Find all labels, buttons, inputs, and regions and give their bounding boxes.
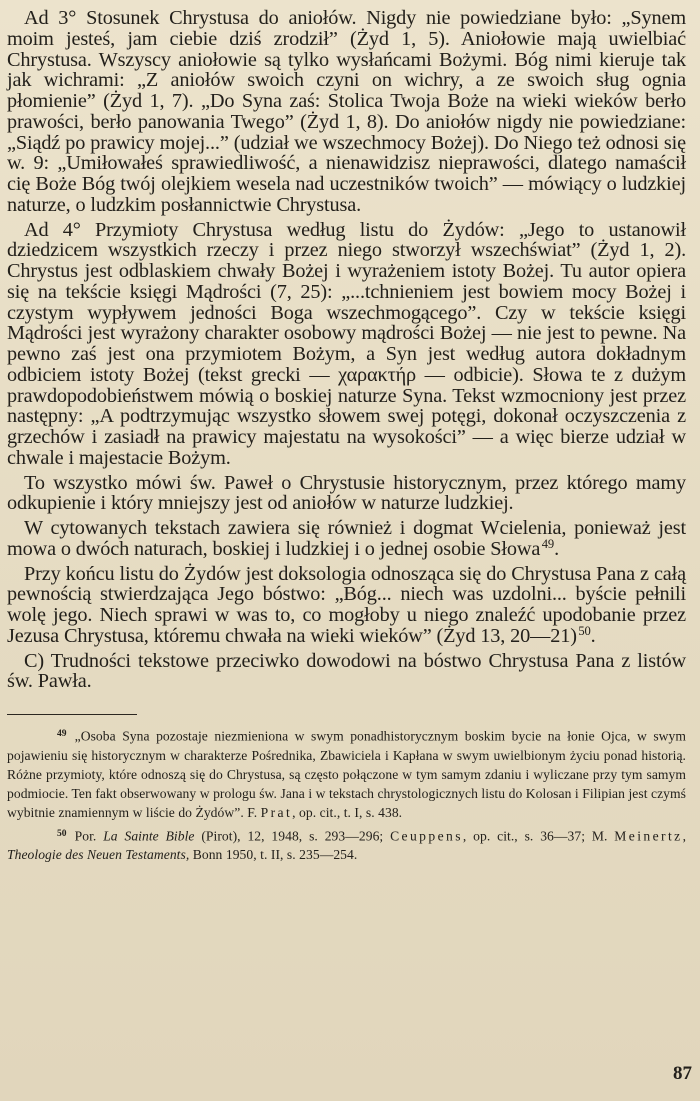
section-heading: C) Trudności tekstowe przeciwko dowodowi na bóstwo Chrystusa Pana z listów św. Pawła. (7, 649, 686, 693)
paragraph: To wszystko mówi św. Paweł o Chrystusie historycznym, przez którego mamy odkupienie i który mniejszy jest od aniołów w naturze ludzkiej. (7, 471, 686, 515)
footnote-tail: Bonn 1950, t. II, s. 235—254. (192, 847, 358, 863)
author-name: Prat (260, 805, 293, 821)
author-name: Meinertz (614, 828, 683, 844)
page-number: 87 (673, 1063, 692, 1084)
footnote-ref[interactable]: 50 (578, 623, 591, 638)
footnote-text: (Pirot), 12, 1948, s. 293—296; (201, 828, 384, 844)
footnote-lead: Por. (74, 828, 97, 844)
paragraph-text: W cytowanych tekstach zawiera się również i dogmat Wcielenia, ponieważ jest mowa o dwóch naturach, boskiej i ludzkiej i o jednej osobie Słowa (7, 517, 686, 560)
footnote (7, 725, 686, 823)
paragraph: Przy końcu listu do Żydów jest doksologia odnosząca się do Chrystusa Pana z całą pewnością stwierdzająca Jego bóstwo: „Bóg... niech was uzdolni... byście pełnili wolę jego. Niech sprawi w was to, co mogłoby u niego znaleźć upodobanie przez Jezusa Chrystusa, któremu chwała na wieki wieków” (Żyd 13, 20—21) $^{50}$. (7, 562, 686, 647)
author-name: Ceuppens (390, 828, 463, 844)
footnote-divider (7, 714, 137, 715)
footnote-number: 49 (57, 729, 67, 739)
footnote-ref[interactable]: 49 (541, 536, 555, 551)
paragraph: Ad 4° Przymioty Chrystusa według listu do Żydów: „Jego to ustanowił dziedzicem wszystkich rzeczy i przez niego stworzył wszechświat” (Żyd 1, 2). Chrystus jest odblaskiem chwały Bożej i wyrażeniem istoty Bożej. Tu autor opiera się na tekście księgi Mądrości (7, 25): „...tchnieniem jest bowiem mocy Bożej i czystym wypływem jedności Boga wszechmogącego”. Czy w tekście księgi Mądrości jest wyrażony charakter osobowy mądrości Bożej — nie jest to pewne. Na pewno zaś jest ona przymiotem Bożym, a Syn jest według autora dokładnym odbiciem istoty Bożej (tekst grecki — χαρακτήρ — odbicie). Słowa te z dużym prawdopodobieństwem mówią o boskiej naturze Syna. Tekst wzmocniony jest przez następny: „A podtrzymując wszystko słowem swej potęgi, dokonał oczyszczenia z grzechów i zasiadł na prawicy majestatu na wysokości” — a więc bierze udział w chwale i majestacie Bożym. (7, 218, 686, 469)
footnote-text: „Osoba Syna pozostaje niezmieniona w swym ponadhistorycznym boskim bycie na łonie Ojca, w swym pojawieniu się historycznym w charakterze Pośrednika, Zbawiciela i Kapłana w swym uwielbionym życiu ponad historią. Różne przymioty, które odnoszą się do Chrystusa, są często połączone w tym samym zdaniu i wyliczane przy tym samym podmiocie. Ten fakt obserwowany w prologu św. Jana i w tekstach chrystologicznych listu do Kolosan i Filipian jest czymś wybitnie znamiennym w liście do Żydów”. F. (7, 728, 686, 821)
paragraph-text: Przy końcu listu do Żydów jest doksologia odnosząca się do Chrystusa Pana z całą pewnością stwierdzająca Jego bóstwo: „Bóg... niech was uzdolni... byście pełnili wolę jego. Niech sprawi w was to, co mogłoby u niego znaleźć upodobanie przez Jezusa Chrystusa, któremu chwała na wieki wieków” (Żyd 13, 20—21) (7, 562, 686, 647)
footnote-number: 50 (57, 828, 67, 839)
footnote-text: , (682, 828, 687, 844)
paragraph: W cytowanych tekstach zawiera się również i dogmat Wcielenia, ponieważ jest mowa o dwóch naturach, boskiej i ludzkiej i o jednej osobie Słowa $^{49}$. (7, 517, 686, 560)
footnote (7, 825, 686, 865)
book-title: La Sainte Bible (103, 828, 195, 844)
book-title: Theologie des Neuen Testaments, (7, 847, 190, 863)
footnote-text: , op. cit., s. 36—37; M. (462, 828, 608, 844)
paragraph: Ad 3° Stosunek Chrystusa do aniołów. Nigdy nie powiedziane było: „Synem moim jesteś, jam ciebie dziś zrodził” (Żyd 1, 5). Aniołowie mają uwielbiać Chrystusa. Wszyscy aniołowie są tylko wysłańcami Bożymi. Bóg nimi kieruje tak jak wichrami: „Z aniołów swoich czyni on wichry, a ze swoich sług ognia płomienie” (Żyd 1, 7). „Do Syna zaś: Stolica Twoja Boże na wieki wieków berło prawości, berło panowania Twego” (Żyd 1, 8). Do aniołów nigdy nie powiedziane: „Siądź po prawicy mojej...” (udział we wszechmocy Bożej). Do Niego też odnosi się w. 9: „Umiłowałeś sprawiedliwość, a nienawidzisz nieprawości, dlatego namaścił cię Boże Bóg twój olejkiem wesela nad uczestników twoich” — mówiący o ludzkiej naturze, o ludzkim posłannictwie Chrystusa. (7, 7, 686, 216)
footnote-tail: , op. cit., t. I, s. 438. (292, 805, 403, 821)
main-text (7, 8, 686, 692)
footnotes (7, 725, 686, 865)
